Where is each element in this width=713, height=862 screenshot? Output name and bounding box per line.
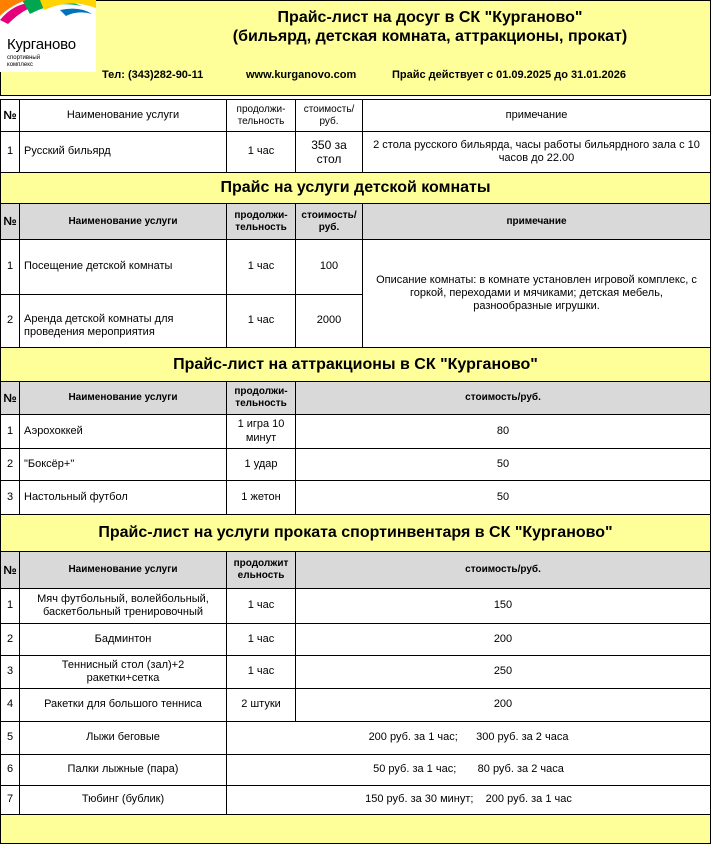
attraction-row3-num: 3 <box>0 480 20 515</box>
rental-row7-price: 150 руб. за 30 минут; 200 руб. за 1 час <box>226 785 711 815</box>
rental-row6-price: 50 руб. за 1 час; 80 руб. за 2 часа <box>226 754 711 786</box>
rental-row1-price: 150 <box>295 588 711 624</box>
kids-note: Описание комнаты: в комнате установлен игровой комплекс, с горкой, переходами и мячиками; детская мебель, разнообразные игрушки. <box>362 239 711 348</box>
rental-row7-name: Тюбинг (бублик) <box>19 785 227 815</box>
logo-swirl-icon <box>0 0 96 40</box>
rental-row6-name: Палки лыжные (пара) <box>19 754 227 786</box>
billiard-row-note: 2 стола русского бильярда, часы работы бильярдного зала с 10 часов до 22.00 <box>362 131 711 173</box>
rental-row2-price: 200 <box>295 623 711 656</box>
kids-row1-num: 1 <box>0 239 20 295</box>
billiard-col-duration: продолжи-тельность <box>226 99 296 132</box>
rental-row1-num: 1 <box>0 588 20 624</box>
kids-row1-duration: 1 час <box>226 239 296 295</box>
rental-row5-name: Лыжи беговые <box>19 721 227 755</box>
attraction-row2-num: 2 <box>0 448 20 481</box>
attraction-row2-name: "Боксёр+" <box>19 448 227 481</box>
rental-row1-name: Мяч футбольный, волейбольный, баскетбольный тренировочный <box>19 588 227 624</box>
rental-row4-price: 200 <box>295 688 711 722</box>
rental-row2-name: Бадминтон <box>19 623 227 656</box>
billiard-row-price: 350 за стол <box>295 131 363 173</box>
rental-row4-num: 4 <box>0 688 20 722</box>
logo-subtitle: спортивный комплекс <box>7 55 41 68</box>
billiard-col-name: Наименование услуги <box>19 99 227 132</box>
attraction-row2-duration: 1 удар <box>226 448 296 481</box>
kids-row1-price: 100 <box>295 239 363 295</box>
kids-row2-num: 2 <box>0 294 20 348</box>
rental-row1-duration: 1 час <box>226 588 296 624</box>
billiard-col-num: № <box>0 99 20 132</box>
phone-number: Тел: (343)282-90-11 <box>102 69 204 81</box>
attraction-row1-name: Аэрохоккей <box>19 414 227 449</box>
attractions-col-price: стоимость/руб. <box>295 381 711 415</box>
kids-row1-name: Посещение детской комнаты <box>19 239 227 295</box>
kids-row2-duration: 1 час <box>226 294 296 348</box>
kids-col-note: примечание <box>362 203 711 240</box>
page-title-line2: (бильярд, детская комната, аттракционы, прокат) <box>232 28 628 45</box>
billiard-col-price: стоимость/ руб. <box>295 99 363 132</box>
rental-row3-num: 3 <box>0 655 20 689</box>
rental-row2-duration: 1 час <box>226 623 296 656</box>
billiard-row-name: Русский бильярд <box>19 131 227 173</box>
rental-row4-name: Ракетки для большого тенниса <box>19 688 227 722</box>
kids-col-num: № <box>0 203 20 240</box>
rental-row3-name: Теннисный стол (зал)+2 ракетки+сетка <box>19 655 227 689</box>
rental-col-num: № <box>0 551 20 589</box>
attraction-row3-duration: 1 жетон <box>226 480 296 515</box>
attraction-row3-name: Настольный футбол <box>19 480 227 515</box>
attraction-row1-duration: 1 игра 10 минут <box>226 414 296 449</box>
billiard-row-duration: 1 час <box>226 131 296 173</box>
attractions-col-num: № <box>0 381 20 415</box>
billiard-row-num: 1 <box>0 131 20 173</box>
kids-col-price: стоимость/ руб. <box>295 203 363 240</box>
rental-row3-duration: 1 час <box>226 655 296 689</box>
attractions-col-duration: продолжи-тельность <box>226 381 296 415</box>
footer-band <box>0 814 711 844</box>
kids-col-name: Наименование услуги <box>19 203 227 240</box>
rental-row5-num: 5 <box>0 721 20 755</box>
rental-row3-price: 250 <box>295 655 711 689</box>
page-title-line1: Прайс-лист на досуг в СК "Курганово" <box>277 9 583 26</box>
attraction-row1-num: 1 <box>0 414 20 449</box>
attractions-col-name: Наименование услуги <box>19 381 227 415</box>
kids-row2-name: Аренда детской комнаты для проведения мероприятия <box>19 294 227 348</box>
kids-row2-price: 2000 <box>295 294 363 348</box>
kids-section-title: Прайс на услуги детской комнаты <box>0 172 711 204</box>
billiard-col-note: примечание <box>362 99 711 132</box>
company-logo <box>0 0 96 72</box>
rental-row2-num: 2 <box>0 623 20 656</box>
rental-col-price: стоимость/руб. <box>295 551 711 589</box>
attraction-row1-price: 80 <box>295 414 711 449</box>
validity-period: Прайс действует с 01.09.2025 до 31.01.2026 <box>392 69 627 81</box>
attraction-row2-price: 50 <box>295 448 711 481</box>
rental-row7-num: 7 <box>0 785 20 815</box>
attractions-section-title: Прайс-лист на аттракционы в СК "Курганово" <box>0 347 711 382</box>
rental-row5-price: 200 руб. за 1 час; 300 руб. за 2 часа <box>226 721 711 755</box>
kids-col-duration: продолжи-тельность <box>226 203 296 240</box>
rental-row6-num: 6 <box>0 754 20 786</box>
rental-col-name: Наименование услуги <box>19 551 227 589</box>
rental-section-title: Прайс-лист на услуги проката спортинвентаря в СК "Курганово" <box>0 514 711 552</box>
rental-row4-duration: 2 штуки <box>226 688 296 722</box>
attraction-row3-price: 50 <box>295 480 711 515</box>
website-link[interactable]: www.kurganovo.com <box>246 69 357 81</box>
rental-col-duration: продолжит ельность <box>226 551 296 589</box>
logo-name: Курганово <box>7 36 76 53</box>
